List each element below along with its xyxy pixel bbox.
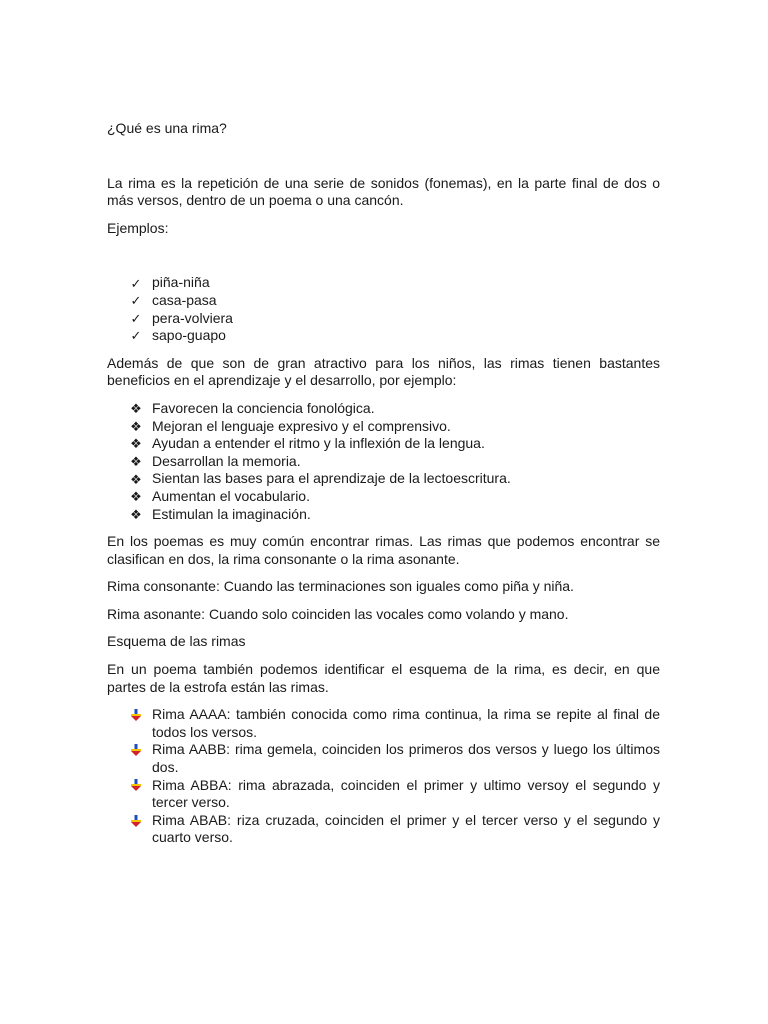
four-diamond-icon: ❖	[130, 489, 142, 505]
scheme-text: Rima AAAA: también conocida como rima continua, la rima se repite al final de todos los versos.	[152, 706, 660, 740]
question-title: ¿Qué es una rima?	[107, 120, 227, 136]
example-text: casa-pasa	[152, 291, 217, 308]
example-text: sapo-guapo	[152, 327, 226, 344]
examples-label: Ejemplos:	[107, 219, 169, 236]
assonant-rhyme: Rima asonante: Cuando solo coinciden las vocales como volando y mano.	[107, 605, 569, 622]
list-item	[107, 418, 660, 436]
benefit-text: Favorecen la conciencia fonológica.	[152, 399, 375, 416]
list-item	[107, 470, 660, 488]
list-item	[107, 274, 660, 292]
down-arrow-bullet-icon	[129, 777, 143, 795]
list-item	[107, 327, 660, 345]
benefit-text: Ayudan a entender el ritmo y la inflexión de la lengua.	[152, 435, 485, 452]
example-text: pera-volviera	[152, 309, 233, 326]
four-diamond-icon: ❖	[130, 401, 142, 417]
scheme-text: Rima ABAB: riza cruzada, coinciden el primer y el tercer verso y el segundo y cuarto verso.	[152, 811, 660, 846]
scheme-intro: En un poema también podemos identificar el esquema de la rima, es decir, en que partes de la estrofa están las rimas.	[107, 661, 660, 695]
document-body	[107, 120, 660, 847]
down-arrow-bullet-icon	[129, 812, 143, 830]
types-intro: En los poemas es muy común encontrar rimas. Las rimas que podemos encontrar se clasifican en dos, la rima consonante o la rima asonante.	[107, 533, 660, 567]
example-text: piña-niña	[152, 274, 210, 291]
schemes-list	[107, 706, 660, 847]
four-diamond-icon: ❖	[130, 454, 142, 470]
list-item	[107, 400, 660, 418]
check-icon: ✓	[130, 328, 142, 344]
consonant-rhyme: Rima consonante: Cuando las terminaciones son iguales como piña y niña.	[107, 578, 574, 595]
list-item	[107, 292, 660, 310]
four-diamond-icon: ❖	[130, 506, 142, 522]
benefit-text: Desarrollan la memoria.	[152, 452, 301, 469]
benefit-text: Mejoran el lenguaje expresivo y el comprensivo.	[152, 417, 451, 434]
down-arrow-bullet-icon	[129, 706, 143, 724]
scheme-text: Rima ABBA: rima abrazada, coinciden el primer y ultimo versoy el segundo y tercer verso.	[152, 776, 660, 811]
scheme-text: Rima AABB: rima gemela, coinciden los primeros dos versos y luego los últimos dos.	[152, 741, 660, 776]
four-diamond-icon: ❖	[130, 471, 142, 487]
list-item	[107, 310, 660, 328]
benefits-list	[107, 400, 660, 523]
benefit-text: Sientan las bases para el aprendizaje de la lectoescritura.	[152, 470, 511, 487]
list-item	[107, 453, 660, 471]
benefits-intro: Además de que son de gran atractivo para los niños, las rimas tienen bastantes beneficios en el aprendizaje y el desarrollo, por ejemplo:	[107, 354, 660, 389]
list-item	[107, 506, 660, 524]
benefit-text: Aumentan el vocabulario.	[152, 487, 310, 504]
four-diamond-icon: ❖	[130, 436, 142, 452]
list-item	[107, 435, 660, 453]
list-item	[107, 488, 660, 506]
list-item	[107, 777, 660, 812]
check-icon: ✓	[130, 293, 142, 309]
list-item	[107, 741, 660, 776]
down-arrow-bullet-icon	[129, 741, 143, 759]
check-icon: ✓	[130, 275, 142, 291]
benefit-text: Estimulan la imaginación.	[152, 505, 311, 522]
list-item	[107, 706, 660, 741]
examples-list	[107, 274, 660, 344]
definition-paragraph: La rima es la repetición de una serie de sonidos (fonemas), en la parte final de dos o más versos, dentro de un poema o una cancón.	[107, 174, 660, 209]
check-icon: ✓	[130, 310, 142, 326]
scheme-title: Esquema de las rimas	[107, 633, 246, 650]
list-item	[107, 812, 660, 847]
four-diamond-icon: ❖	[130, 418, 142, 434]
